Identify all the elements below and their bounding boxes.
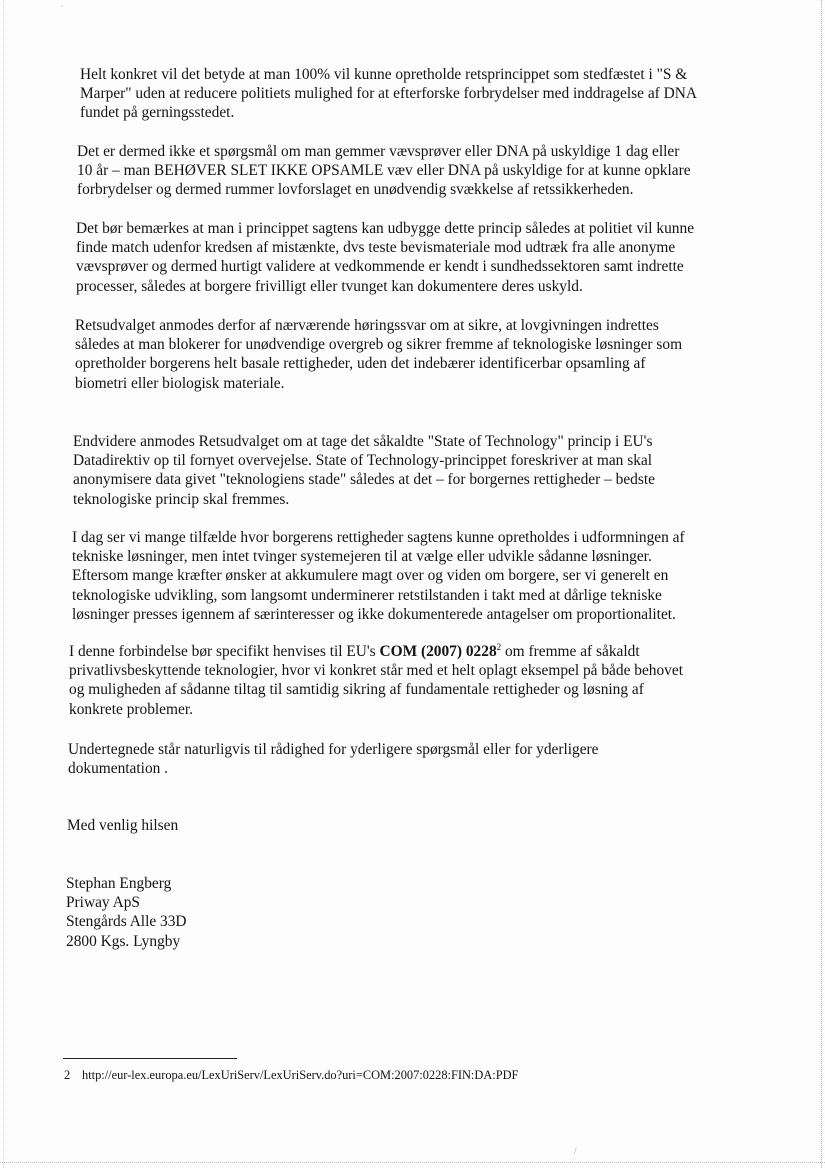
scan-edge-right bbox=[820, 0, 822, 1168]
text-line: anonymisere data givet "teknologiens stade" således at det – for borgernes rettigheder – bedste bbox=[73, 471, 655, 489]
paragraph-citizen-rights bbox=[72, 528, 685, 624]
signature-block bbox=[66, 874, 187, 951]
scan-edge-bottom bbox=[0, 1161, 825, 1163]
text-line: Med venlig hilsen bbox=[67, 817, 179, 834]
text-line bbox=[69, 642, 683, 661]
text-line: Eftersom mange kræfter ønsker at akkumulere magt over og viden om borgere, ser vi generelt en bbox=[72, 567, 669, 585]
text-line: Helt konkret vil det betyde at man 100% vil kunne opretholde retsprincippet som stedfæstet i "S & bbox=[80, 66, 688, 83]
text-line: forbrydelser og dermed rummer lovforslaget en unødvendig svækkelse af retssikkerheden. bbox=[77, 181, 634, 199]
text-line: Endvidere anmodes Retsudvalget om at tage det såkaldte "State of Technology" princip i EU's bbox=[73, 433, 653, 450]
text-segment: I denne forbindelse bør specifikt henvises til EU's bbox=[69, 643, 380, 660]
text-line: 10 år – man BEHØVER SLET IKKE OPSAMLE væv eller DNA på uskyldige for at kunne opklare bbox=[77, 162, 691, 180]
signer-name: Stephan Engberg bbox=[66, 875, 172, 892]
text-line: dokumentation . bbox=[68, 760, 169, 778]
text-line: og muligheden af sådanne tiltag til samtidig sikring af fundamentale rettigheder og løsning af bbox=[69, 681, 644, 699]
paragraph-extend-principle bbox=[76, 219, 694, 296]
signer-city: 2800 Kgs. Lyngby bbox=[66, 932, 181, 950]
text-line: privatlivsbeskyttende teknologier, hvor vi konkret står med et helt oplagt eksempel på både behovet bbox=[69, 662, 683, 680]
text-line: løsninger presses igennem af særinteresser og ikke dokumenterede antagelser om proportionalitet. bbox=[72, 605, 676, 623]
text-line: Det er dermed ikke et spørgsmål om man gemmer vævsprøver eller DNA på uskyldige 1 dag eller bbox=[77, 143, 680, 160]
text-line: Undertegnede står naturligvis til rådighed for yderligere spørgsmål eller for yderligere bbox=[68, 741, 599, 758]
text-line: Det bør bemærkes at man i princippet sagtens kan udbygge dette princip således at politiet vil kunne bbox=[76, 220, 695, 237]
closing-salutation bbox=[67, 816, 178, 835]
text-line: processer, således at borgere frivilligt eller tvunget kan dokumentere deres uskyld. bbox=[76, 277, 583, 295]
paragraph-eu-com-reference bbox=[69, 642, 683, 719]
text-line: biometri eller biologisk materiale. bbox=[75, 374, 285, 392]
paragraph-availability bbox=[68, 740, 599, 778]
text-line: finde match udenfor kredsen af mistænkte, dvs teste bevismateriale mod udtræk fra alle anonyme bbox=[76, 239, 676, 257]
text-line: teknologiske princip skal fremmes. bbox=[73, 490, 290, 508]
text-segment: om fremme af såkaldt bbox=[501, 643, 640, 660]
scan-edge-left bbox=[3, 0, 5, 1168]
scan-speck: ´ bbox=[60, 4, 63, 14]
text-line: Marper" uden at reducere politiets mulighed for at efterforske forbrydelser med inddragelse af DNA bbox=[80, 85, 697, 103]
text-line: vævsprøver og dermed hurtigt validere at vedkommende er kendt i sundhedssektoren samt indrette bbox=[76, 258, 684, 276]
paragraph-committee-request bbox=[75, 316, 682, 393]
text-line: Datadirektiv op til fornyet overvejelse. State of Technology-princippet foreskriver at man skal bbox=[73, 452, 653, 470]
com-document-reference: COM (2007) 0228 bbox=[379, 643, 497, 660]
text-line: teknologiske udvikling, som langsomt underminerer retstilstanden i takt med at dårlige tekniske bbox=[72, 586, 662, 604]
text-line: opretholder borgerens helt basale rettigheder, uden det indebærer identificerbar opsamling af bbox=[75, 355, 646, 373]
text-line: I dag ser vi mange tilfælde hvor borgerens rettigheder sagtens kunne opretholdes i udformningen af bbox=[72, 529, 685, 546]
footnote-number: 2 bbox=[64, 1068, 71, 1082]
text-line: konkrete problemer. bbox=[69, 700, 193, 718]
scan-speck: / bbox=[574, 1146, 577, 1156]
text-line: således at man blokerer for unødvendige overgreb og sikrer fremme af teknologiske løsninger som bbox=[75, 336, 683, 354]
footnote-url: http://eur-lex.europa.eu/LexUriServ/LexUriServ.do?uri=COM:2007:0228:FIN:DA:PDF bbox=[82, 1068, 519, 1082]
signer-company: Priway ApS bbox=[66, 894, 140, 912]
footnote-marker: 2 bbox=[496, 642, 502, 652]
footnote bbox=[64, 1068, 518, 1083]
paragraph-state-of-technology bbox=[73, 432, 655, 509]
paragraph-no-collection bbox=[77, 142, 691, 200]
signer-street: Stengårds Alle 33D bbox=[66, 913, 187, 931]
text-line: fundet på gerningsstedet. bbox=[80, 104, 235, 122]
text-line: Retsudvalget anmodes derfor af nærværende høringssvar om at sikre, at lovgivningen indrettes bbox=[75, 317, 659, 334]
footnote-separator bbox=[63, 1058, 237, 1059]
paragraph-dna-principle bbox=[80, 65, 697, 123]
text-line: tekniske løsninger, men intet tvinger systemejeren til at vælge eller udvikle sådanne løsninger. bbox=[72, 548, 652, 566]
